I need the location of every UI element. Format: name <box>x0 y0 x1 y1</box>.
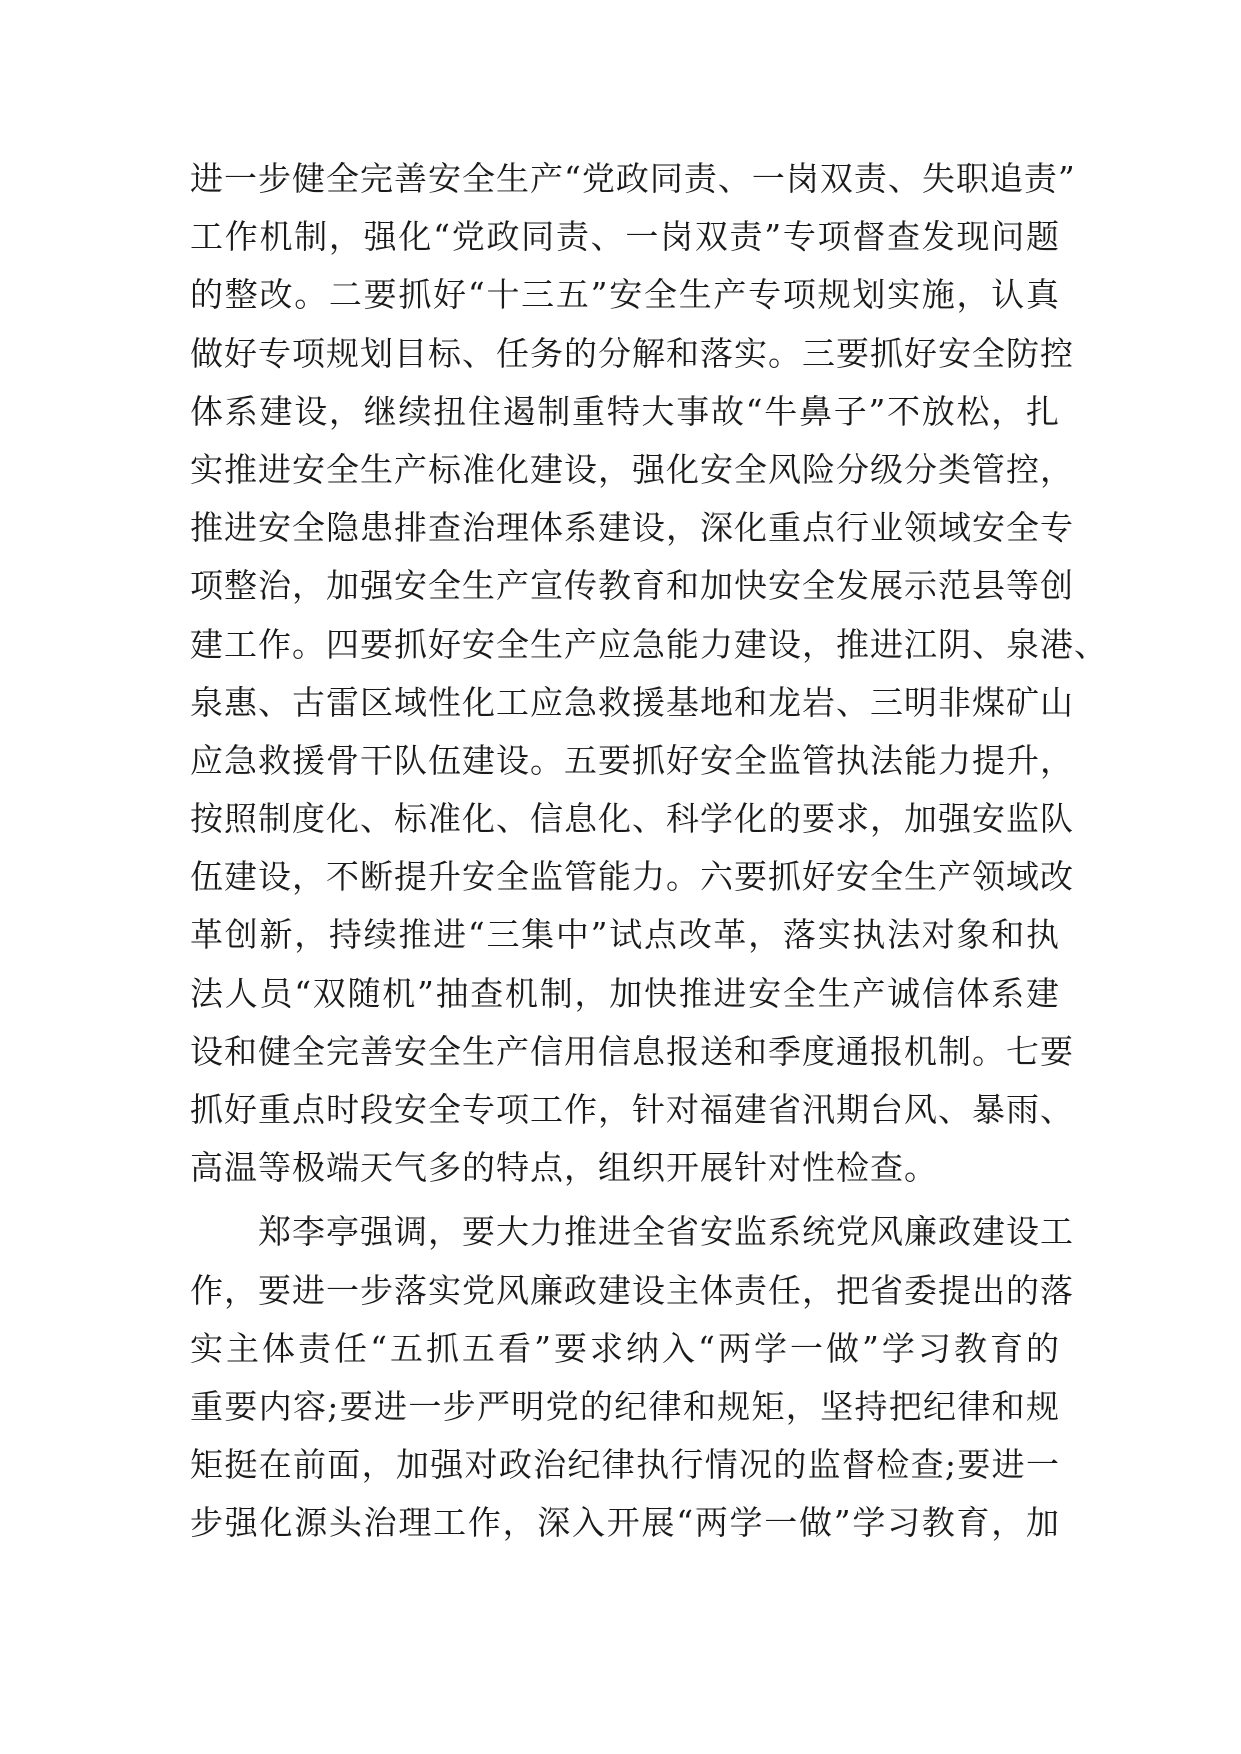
text-line: 步强化源头治理工作，深入开展“两学一做”学习教育，加 <box>190 1503 1060 1543</box>
text-line: 伍建设，不断提升安全监管能力。六要抓好安全生产领域改 <box>190 857 1074 897</box>
text-line: 高温等极端天气多的特点，组织开展针对性检查。 <box>190 1148 938 1188</box>
text-line: 建工作。四要抓好安全生产应急能力建设，推进江阴、泉港、 <box>190 624 1108 664</box>
text-line: 项整治，加强安全生产宣传教育和加快安全发展示范县等创 <box>190 566 1074 606</box>
text-line: 推进安全隐患排查治理体系建设，深化重点行业领域安全专 <box>190 508 1074 548</box>
document-body <box>190 150 1108 1553</box>
text-line: 矩挺在前面，加强对政治纪律执行情况的监督检查;要进一 <box>190 1445 1060 1485</box>
text-line: 体系建设，继续扭住遏制重特大事故“牛鼻子”不放松，扎 <box>190 391 1060 431</box>
text-line: 革创新，持续推进“三集中”试点改革，落实执法对象和执 <box>190 915 1060 955</box>
text-line: 实主体责任“五抓五看”要求纳入“两学一做”学习教育的 <box>190 1328 1060 1368</box>
paragraph-1 <box>190 150 1108 1197</box>
text-line: 实推进安全生产标准化建设，强化安全风险分级分类管控， <box>190 449 1074 489</box>
text-line: 设和健全完善安全生产信用信息报送和季度通报机制。七要 <box>190 1031 1074 1071</box>
text-line: 的整改。二要抓好“十三五”安全生产专项规划实施，认真 <box>190 275 1060 315</box>
text-line: 进一步健全完善安全生产“党政同责、一岗双责、失职追责” <box>190 159 1076 198</box>
text-line: 法人员“双随机”抽查机制，加快推进安全生产诚信体系建 <box>190 973 1060 1013</box>
text-line: 抓好重点时段安全专项工作，针对福建省汛期台风、暴雨、 <box>190 1090 1074 1129</box>
text-line: 泉惠、古雷区域性化工应急救援基地和龙岩、三明非煤矿山 <box>190 682 1074 722</box>
text-line: 工作机制，强化“党政同责、一岗双责”专项督查发现问题 <box>190 217 1060 257</box>
paragraph-2 <box>190 1203 1074 1552</box>
text-line: 按照制度化、标准化、信息化、科学化的要求，加强安监队 <box>190 799 1074 839</box>
text-line: 重要内容;要进一步严明党的纪律和规矩，坚持把纪律和规 <box>190 1386 1060 1426</box>
text-line: 作，要进一步落实党风廉政建设主体责任，把省委提出的落 <box>190 1270 1074 1310</box>
text-line: 应急救援骨干队伍建设。五要抓好安全监管执法能力提升， <box>190 740 1074 780</box>
text-line: 郑李亭强调，要大力推进全省安监系统党风廉政建设工 <box>258 1212 1074 1252</box>
text-line: 做好专项规划目标、任务的分解和落实。三要抓好安全防控 <box>190 333 1074 373</box>
